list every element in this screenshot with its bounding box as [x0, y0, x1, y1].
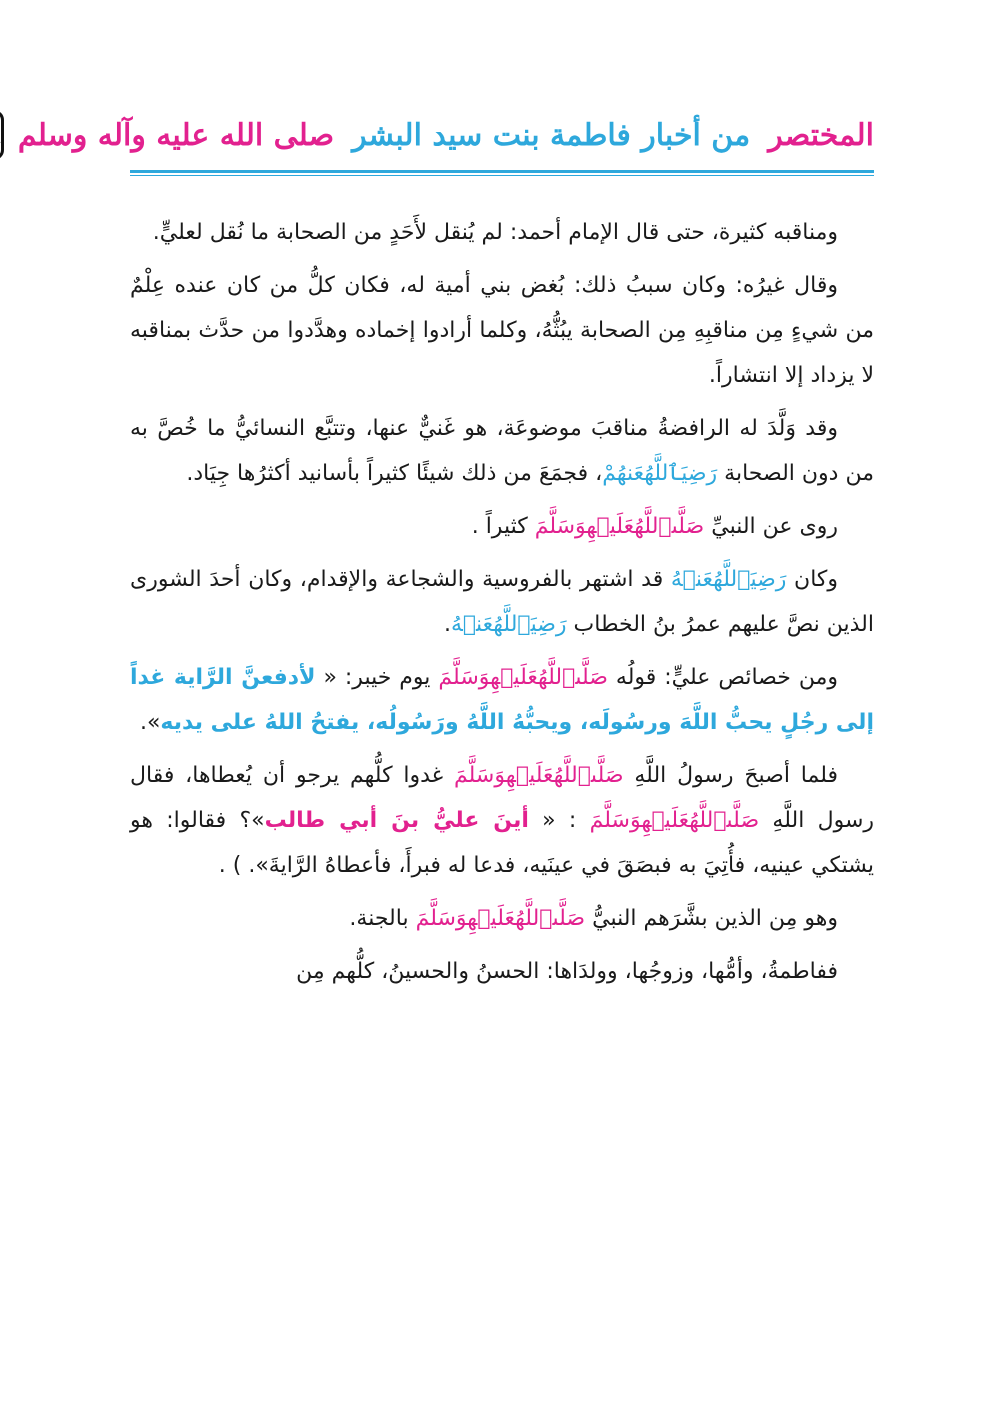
text-run: »؟ فقالوا: هو يشتكي عينيه، فأُتِيَ به فبصَقَ في عينَيه، فدعا له فبرأَ، فأعطاهُ الرَّايةَ». ) .	[130, 808, 874, 878]
title-part-1: المختصر	[768, 117, 874, 153]
text-run: .	[444, 612, 452, 637]
paragraph-5	[130, 557, 874, 647]
text-run: ».	[139, 710, 161, 735]
paragraph-1	[130, 210, 874, 255]
page-number	[0, 110, 4, 160]
text-run: روى عن النبيِّ	[704, 514, 838, 539]
honorific-salla-allahu: صَلَّىٱللَّهُعَلَيۡهِوَسَلَّمَ	[589, 808, 760, 833]
paragraph-8	[130, 896, 874, 941]
text-run: قد اشتهر بالفروسية والشجاعة والإقدام، وكان أحدَ الشورى الذين نصَّ عليهم عمرُ بنُ الخطاب	[130, 567, 874, 637]
text-run: ففاطمةُ، وأمُّها، وزوجُها، وولدَاها: الحسنُ والحسينُ، كلُّهم مِن	[296, 959, 838, 984]
text-run: يوم خيبر: «	[315, 665, 439, 690]
header-rule-thin	[130, 175, 874, 176]
honorific-radiya-allahu-anhum: رَضِيَٱللَّهُعَنهُمْ	[602, 461, 718, 486]
running-title	[18, 109, 874, 161]
honorific-radiya-allahu-anhu: رَضِيَٱللَّهُعَنۡهُ	[670, 567, 787, 592]
text-run: ومن خصائص عليٍّ: قولُه	[607, 665, 838, 690]
text-run: ، فجمَعَ من ذلك شيئًا كثيراً بأسانيد أكثرُها جِيَاد.	[186, 461, 603, 486]
honorific-salla-allahu: صَلَّىٱللَّهُعَلَيۡهِوَسَلَّمَ	[534, 514, 705, 539]
text-run: غدوا كلُّهم يرجو أن يُعطاها، فقال رسول اللَّهِ	[130, 763, 875, 833]
paragraph-2	[130, 263, 874, 398]
honorific-salla-allahu: صَلَّىٱللَّهُعَلَيۡهِوَسَلَّمَ	[454, 763, 624, 788]
paragraph-3	[130, 406, 874, 496]
paragraph-6	[130, 655, 874, 745]
text-run: وهو مِن الذين بشَّرَهم النبيُّ	[585, 906, 838, 931]
hadith-quote: أينَ عليُّ بنَ أبي طالب	[264, 808, 529, 833]
paragraph-9	[130, 949, 874, 994]
text-run: وقال غيرُه: وكان سببُ ذلك: بُغض بني أمية له، فكان كلُّ من كان عنده عِلْمٌ من شيءٍ مِن مناقبِهِ مِن الصحابة يبُثُّهُ، وكلما أرادوا إخماده وهدَّدوا من حدَّث بمناقبه لا يزداد إلا انتشاراً.	[130, 273, 874, 388]
text-run: : «	[528, 808, 590, 833]
text-run: بالجنة.	[349, 906, 416, 931]
text-run: وقد وَلَّدَ له الرافضةُ مناقبَ موضوعَة، هو غَنيٌّ عنها، وتتبَّع النسائيُّ ما خُصَّ به من دون الصحابة	[130, 416, 874, 486]
hadith-quote: لأدفعنَّ الرَّاية غداً إلى رجُلٍ يحبُّ اللَّهَ ورسُولَه، ويحبُّهُ اللَّهُ ورَسُولُه، يفتحُ اللهُ على يديه	[130, 665, 874, 735]
title-part-3: صلى الله عليه وآله وسلم	[17, 117, 335, 153]
header-rule	[130, 170, 874, 173]
honorific-radiya-allahu-anhu: رَضِيَٱللَّهُعَنۡهُ	[451, 612, 567, 637]
text-run: وكان	[786, 567, 839, 592]
paragraph-7	[130, 753, 874, 888]
text-run: فلما أصبحَ رسولُ اللَّهِ	[623, 763, 838, 788]
title-part-2: من أخبار فاطمة بنت سيد البشر	[352, 117, 751, 153]
text-run: كثيراً .	[471, 514, 535, 539]
text-run: ومناقبه كثيرة، حتى قال الإمام أحمد: لم يُنقل لأَحَدٍ من الصحابة ما نُقل لعليٍّ.	[152, 220, 838, 245]
paragraph-4	[130, 504, 874, 549]
page-header	[17, 104, 874, 166]
honorific-salla-allahu: صَلَّىٱللَّهُعَلَيۡهِوَسَلَّمَ	[438, 665, 608, 690]
honorific-salla-allahu: صَلَّىٱللَّهُعَلَيۡهِوَسَلَّمَ	[415, 906, 586, 931]
body-text	[130, 210, 874, 1002]
